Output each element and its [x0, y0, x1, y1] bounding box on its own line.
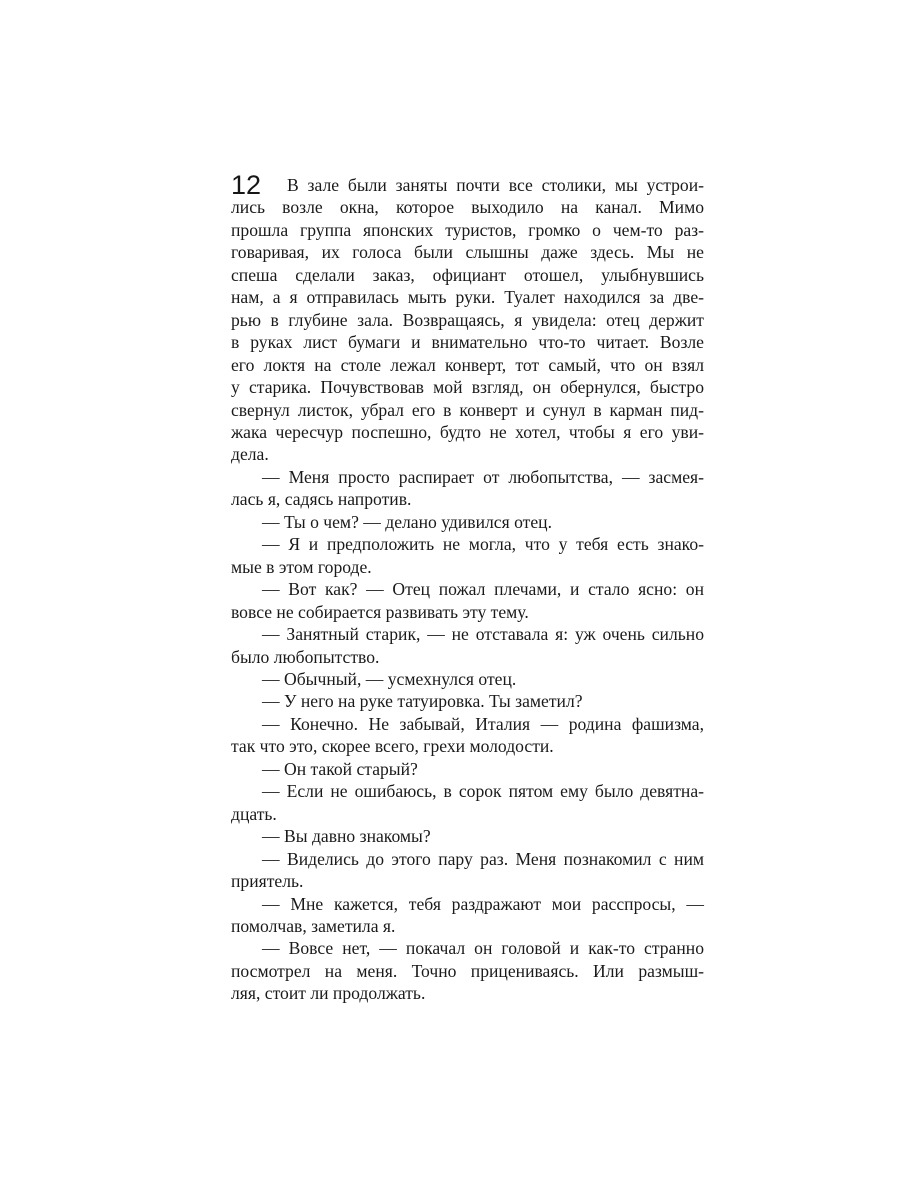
text-line: помолчав, заметила я.	[231, 915, 396, 936]
text-line: его локтя на столе лежал конверт, тот самый, что он взял	[231, 354, 704, 375]
text-line: было любопытство.	[231, 646, 380, 667]
text-line: — У него на руке татуировка. Ты заметил?	[262, 691, 583, 712]
text-line: дела.	[231, 444, 269, 465]
dialogue-paragraph	[231, 825, 704, 847]
text-line: посмотрел на меня. Точно прицениваясь. Или размыш-	[231, 960, 704, 981]
text-line: свернул листок, убрал его в конверт и сунул в карман пид-	[231, 399, 704, 420]
text-line: — Занятный старик, — не отставала я: уж очень сильно	[262, 624, 704, 645]
dialogue-paragraph	[231, 780, 704, 825]
text-line: мые в этом городе.	[231, 556, 372, 577]
text-line: В зале были заняты почти все столики, мы устрои-	[287, 175, 704, 195]
dialogue-paragraph	[231, 713, 704, 758]
text-line: — Он такой старый?	[262, 758, 418, 779]
text-line: — Ты о чем? — делано удивился отец.	[262, 511, 552, 532]
text-line: — Я и предположить не могла, что у тебя есть знако-	[262, 534, 704, 555]
page-number: 12	[231, 170, 262, 200]
dialogue-paragraph	[231, 623, 704, 668]
text-line: так что это, скорее всего, грехи молодости.	[231, 736, 554, 757]
opening-paragraph	[231, 174, 704, 466]
text-line: — Меня просто распирает от любопытства, — засмея-	[262, 466, 704, 487]
body-text	[231, 174, 704, 1005]
dialogue-paragraph	[231, 893, 704, 938]
text-line: жака чересчур поспешно, будто не хотел, чтобы я его уви-	[231, 421, 704, 442]
text-line: — Мне кажется, тебя раздражают мои расспросы, —	[262, 893, 704, 914]
text-line: — Виделись до этого пару раз. Меня познакомил с ним	[262, 848, 704, 869]
dialogue-paragraph	[231, 511, 704, 533]
text-line: нам, а я отправилась мыть руки. Туалет находился за две-	[231, 287, 704, 308]
text-line: лись возле окна, которое выходило на канал. Мимо	[231, 197, 704, 218]
text-line: у старика. Почувствовав мой взгляд, он обернулся, быстро	[231, 377, 704, 398]
dialogue-paragraph	[231, 758, 704, 780]
text-line: — Вы давно знакомы?	[262, 826, 431, 847]
dialogue-paragraph	[231, 848, 704, 893]
text-line: говаривая, их голоса были слышны даже здесь. Мы не	[231, 242, 704, 263]
text-line: — Если не ошибаюсь, в сорок пятом ему было девятна-	[262, 781, 704, 802]
text-line: в руках лист бумаги и внимательно что-то читает. Возле	[231, 332, 704, 353]
text-line: лась я, садясь напротив.	[231, 489, 412, 510]
text-line: вовсе не собирается развивать эту тему.	[231, 601, 529, 622]
dialogue-paragraph	[231, 466, 704, 511]
text-line: — Вот как? — Отец пожал плечами, и стало ясно: он	[262, 579, 704, 600]
text-line: прошла группа японских туристов, громко о чем-то раз-	[231, 219, 704, 240]
dialogue-paragraph	[231, 668, 704, 690]
text-line: — Обычный, — усмехнулся отец.	[262, 668, 517, 689]
text-line: — Конечно. Не забывай, Италия — родина фашизма,	[262, 713, 704, 734]
text-line: дцать.	[231, 803, 277, 824]
text-line: — Вовсе нет, — покачал он головой и как-то странно	[262, 938, 704, 959]
text-line: ляя, стоит ли продолжать.	[231, 983, 426, 1004]
dialogue-paragraph	[231, 690, 704, 712]
text-line: рью в глубине зала. Возвращаясь, я увидела: отец держит	[231, 309, 704, 330]
dialogue-paragraph	[231, 937, 704, 1004]
text-line: приятель.	[231, 871, 304, 892]
dialogue-paragraph	[231, 578, 704, 623]
text-line: спеша сделали заказ, официант отошел, улыбнувшись	[231, 264, 704, 285]
dialogue-paragraph	[231, 533, 704, 578]
